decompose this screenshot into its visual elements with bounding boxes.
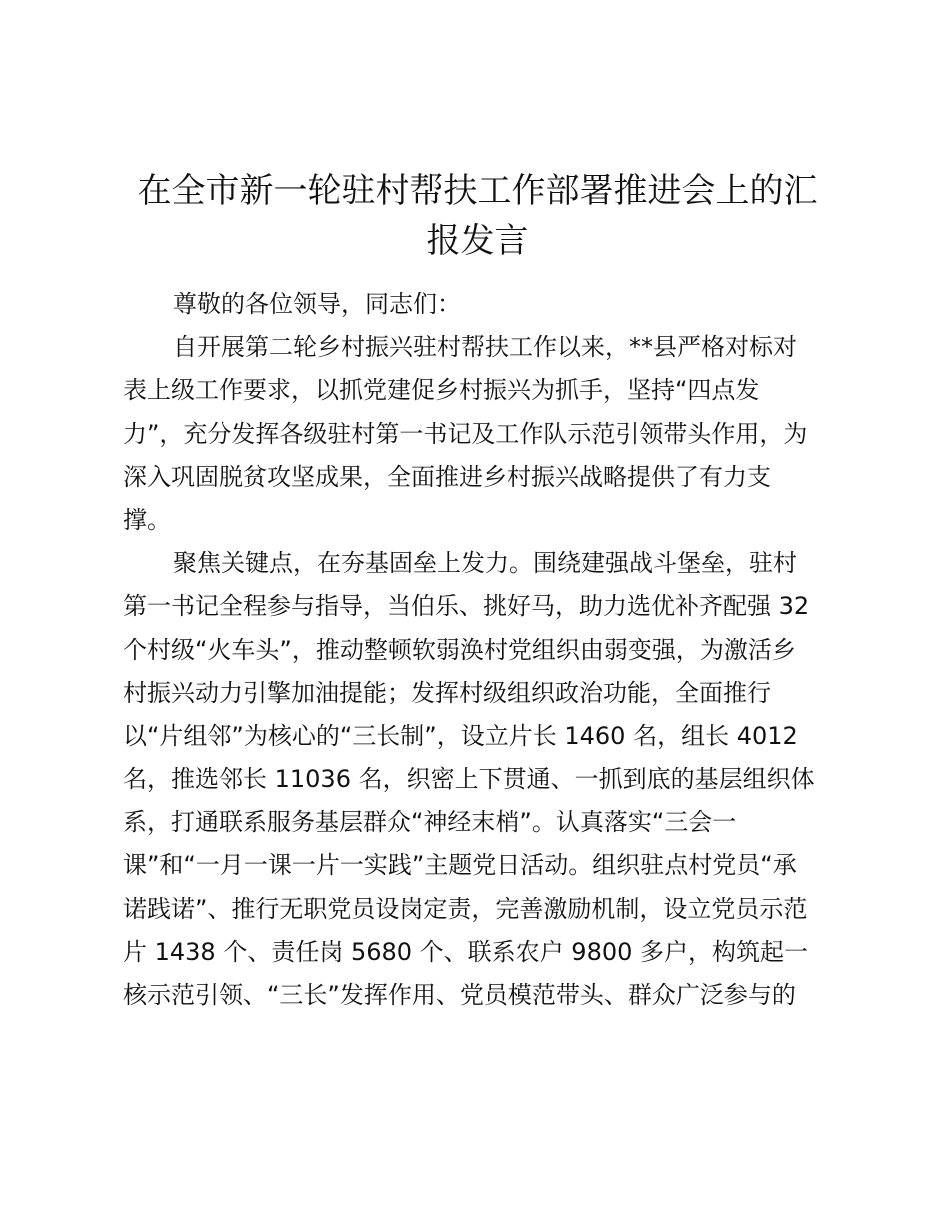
paragraph-1-line: 力”，充分发挥各级驻村第一书记及工作队示范引领带头作用，为: [123, 419, 808, 448]
salutation-line: 尊敬的各位领导，同志们：: [173, 290, 461, 318]
paragraph-2-line: 课”和“一月一课一片一实践”主题党日活动。组织驻点村党员“承: [123, 851, 797, 880]
paragraph-2-line: 聚焦关键点，在夯基固垒上发力。围绕建强战斗堡垒，驻村: [173, 549, 797, 578]
paragraph-2-line: 片 1438 个、责任岗 5680 个、联系农户 9800 多户，构筑起一: [123, 937, 809, 966]
paragraph-2-line: 诺践诺”、推行无职党员设岗定责，完善激励机制，设立党员示范: [123, 894, 808, 923]
paragraph-2-line: 核示范引领、“三长”发挥作用、党员模范带头、群众广泛参与的: [123, 981, 796, 1009]
paragraph-1-line: 撑。: [123, 505, 171, 534]
paragraph-2-line: 第一书记全程参与指导，当伯乐、挑好马，助力选优补齐配强 32: [123, 592, 810, 621]
paragraph-1-line: 自开展第二轮乡村振兴驻村帮扶工作以来，**县严格对标对: [173, 333, 797, 362]
paragraph-1-line: 表上级工作要求，以抓党建促乡村振兴为抓手，坚持“四点发: [123, 376, 760, 405]
paragraph-2-line: 村振兴动力引擎加油提能；发挥村级组织政治功能，全面推行: [123, 678, 771, 707]
document-body: [123, 283, 838, 1017]
document-title: [120, 166, 835, 266]
title-line-2: 报发言: [426, 221, 529, 261]
paragraph-1-line: 深入巩固脱贫攻坚成果，全面推进乡村振兴战略提供了有力支: [123, 462, 771, 491]
paragraph-2-line: 名，推选邻长 11036 名，织密上下贯通、一抓到底的基层组织体: [123, 765, 815, 794]
paragraph-2-line: 个村级“火车头”，推动整顿软弱涣村党组织由弱变强，为激活乡: [123, 635, 796, 664]
title-line-1: 在全市新一轮驻村帮扶工作部署推进会上的汇: [137, 171, 818, 211]
paragraph-2-line: 以“片组邻”为核心的“三长制”，设立片长 1460 名，组长 4012: [123, 721, 798, 750]
paragraph-2-line: 系，打通联系服务基层群众“神经末梢”。认真落实“三会一: [123, 808, 737, 837]
